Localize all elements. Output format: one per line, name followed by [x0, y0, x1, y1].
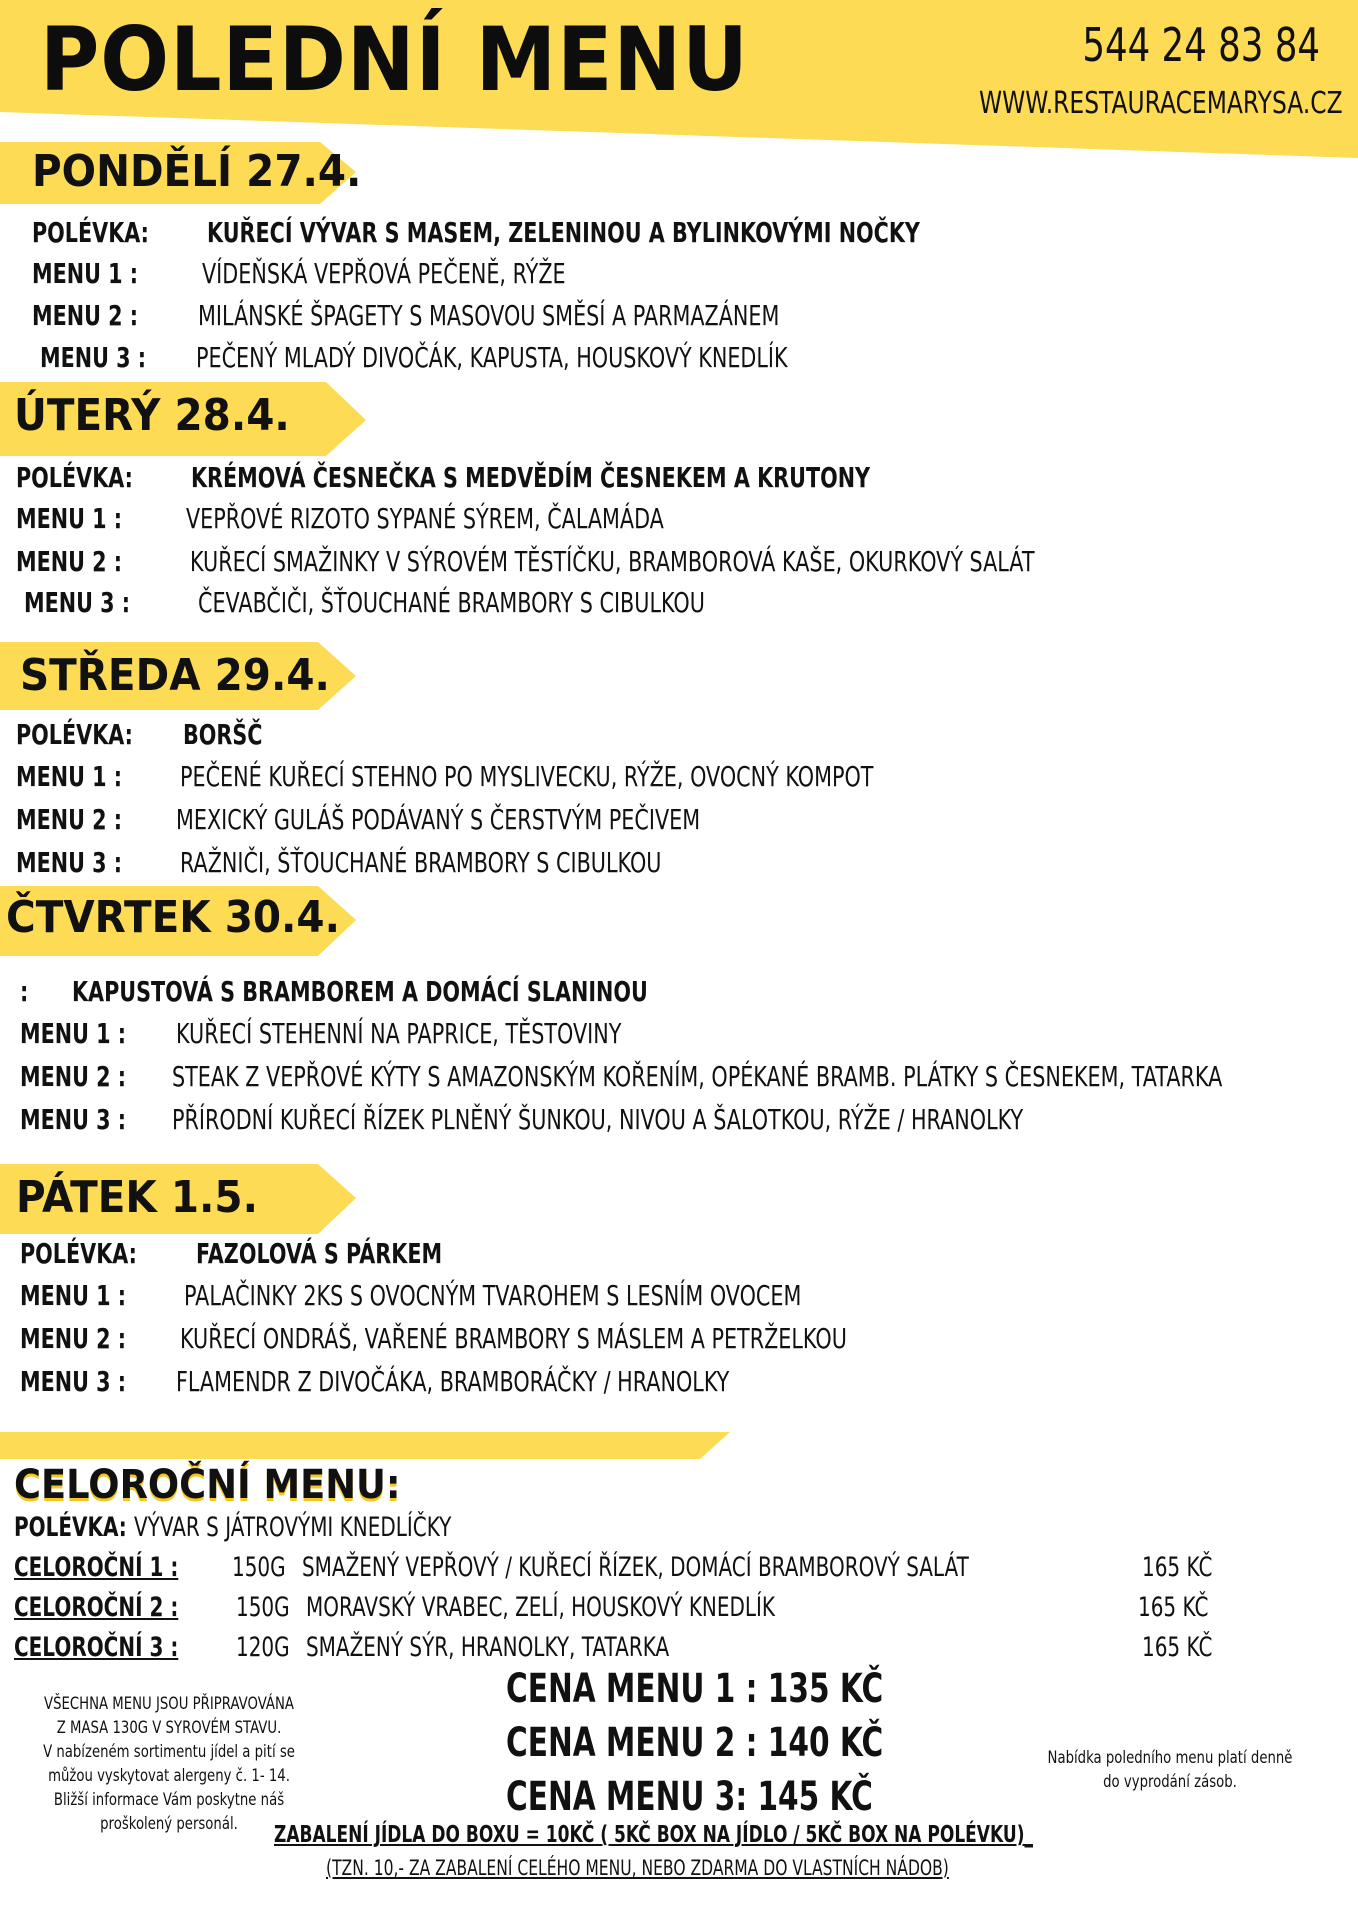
year-menu-title: CELOROČNÍ MENU: [14, 1462, 401, 1508]
row-dish: KUŘECÍ STEHENNÍ NA PAPRICE, TĚSTOVINY [176, 1017, 622, 1050]
year-menu-row [0, 1592, 1358, 1628]
row-dish: KAPUSTOVÁ S BRAMBOREM A DOMÁCÍ SLANINOU [72, 975, 648, 1008]
row-dish: KUŘECÍ VÝVAR S MASEM, ZELENINOU A BYLINKOVÝMI NOČKY [207, 216, 920, 249]
price-menu-3: CENA MENU 3: 145 KČ [506, 1774, 873, 1820]
day-banner-wednesday [0, 638, 360, 718]
box-packaging-note: ZABALENÍ JÍDLA DO BOXU = 10KČ ( 5KČ BOX NA JÍDLO / 5KČ BOX NA POLÉVKU)_ [274, 1822, 1033, 1848]
menu-row [0, 216, 1358, 254]
row-label: POLÉVKA: [32, 216, 149, 249]
row-label: MENU 1 : [20, 1017, 127, 1050]
row-dish: MEXICKÝ GULÁŠ PODÁVANÝ S ČERSTVÝM PEČIVEM [176, 803, 701, 836]
row-label: : [20, 975, 29, 1008]
year-menu-stripe [0, 1432, 740, 1460]
menu-row [0, 1237, 1358, 1275]
day-title: PONDĚLÍ 27.4. [32, 146, 362, 197]
menu-row [0, 1060, 1358, 1098]
menu-row [0, 975, 1358, 1013]
menu-row [0, 545, 1358, 583]
row-label: MENU 2 : [20, 1060, 127, 1093]
year-row-label: CELOROČNÍ 2 : [14, 1592, 179, 1623]
menu-row [0, 1017, 1358, 1055]
menu-row [0, 1103, 1358, 1141]
allergen-note [37, 1692, 301, 1836]
day-banner-monday [0, 132, 360, 212]
year-row-price: 165 KČ [1138, 1592, 1209, 1623]
box-packaging-subnote: (TZN. 10,- ZA ZABALENÍ CELÉHO MENU, NEBO ZDARMA DO VLASTNÍCH NÁDOB) [326, 1856, 949, 1880]
row-dish: ČEVABČIČI, ŠŤOUCHANÉ BRAMBORY S CIBULKOU [198, 586, 705, 619]
row-dish: KUŘECÍ ONDRÁŠ, VAŘENÉ BRAMBORY S MÁSLEM A PETRŽELKOU [180, 1322, 847, 1355]
note-line: do vyprodání zásob. [1103, 1772, 1237, 1792]
row-label: MENU 1 : [16, 760, 123, 793]
day-banner-friday [0, 1160, 360, 1240]
row-label: MENU 3 : [40, 341, 147, 374]
row-dish: FAZOLOVÁ S PÁRKEM [196, 1237, 443, 1270]
menu-row [0, 718, 1358, 756]
menu-row [0, 1365, 1358, 1403]
menu-row [0, 586, 1358, 624]
row-label: MENU 1 : [32, 257, 139, 290]
row-label: MENU 3 : [20, 1365, 127, 1398]
year-menu-row [0, 1552, 1358, 1588]
note-line: Nabídka poledního menu platí denně [1047, 1748, 1293, 1768]
row-dish: KRÉMOVÁ ČESNEČKA S MEDVĚDÍM ČESNEKEM A KRUTONY [191, 461, 871, 494]
year-row-weight: 150G [236, 1592, 290, 1623]
row-dish: PALAČINKY 2KS S OVOCNÝM TVAROHEM S LESNÍM OVOCEM [184, 1279, 802, 1312]
menu-row [0, 846, 1358, 884]
row-label: MENU 2 : [16, 803, 123, 836]
menu-row [0, 803, 1358, 841]
row-dish: MILÁNSKÉ ŠPAGETY S MASOVOU SMĚSÍ A PARMAZÁNEM [198, 299, 780, 332]
page-title: POLEDNÍ MENU [40, 8, 749, 111]
year-row-price: 165 KČ [1142, 1632, 1213, 1663]
row-dish: KUŘECÍ SMAŽINKY V SÝROVÉM TĚSTÍČKU, BRAMBOROVÁ KAŠE, OKURKOVÝ SALÁT [190, 545, 1035, 578]
menu-row [0, 1279, 1358, 1317]
price-menu-2: CENA MENU 2 : 140 KČ [506, 1720, 884, 1766]
year-row-dish: MORAVSKÝ VRABEC, ZELÍ, HOUSKOVÝ KNEDLÍK [306, 1592, 776, 1623]
year-row-dish: SMAŽENÝ SÝR, HRANOLKY, TATARKA [306, 1632, 670, 1663]
note-line: V nabízeném sortimentu jídel a pití se [43, 1742, 295, 1762]
row-label: POLÉVKA: [16, 461, 133, 494]
day-title: ČTVRTEK 30.4. [6, 892, 340, 943]
menu-row [0, 502, 1358, 540]
note-line: Bližší informace Vám poskytne náš [53, 1790, 285, 1810]
year-row-price: 165 KČ [1142, 1552, 1213, 1583]
year-row-weight: 120G [236, 1632, 290, 1663]
row-label: MENU 3 : [20, 1103, 127, 1136]
website-link: WWW.RESTAURACEMARYSA.CZ [979, 86, 1343, 121]
year-row-label: CELOROČNÍ 1 : [14, 1552, 179, 1583]
row-dish: VÍDEŇSKÁ VEPŘOVÁ PEČENĚ, RÝŽE [202, 257, 566, 290]
row-label: MENU 1 : [16, 502, 123, 535]
row-label: MENU 3 : [16, 846, 123, 879]
row-label: MENU 2 : [16, 545, 123, 578]
menu-row [0, 299, 1358, 337]
year-menu-row [0, 1632, 1358, 1668]
row-label: POLÉVKA: [20, 1237, 137, 1270]
row-dish: RAŽNIČI, ŠŤOUCHANÉ BRAMBORY S CIBULKOU [180, 846, 662, 879]
row-dish: VEPŘOVÉ RIZOTO SYPANÉ SÝREM, ČALAMÁDA [186, 502, 664, 535]
year-soup-label: POLÉVKA: [14, 1512, 127, 1543]
menu-row [0, 760, 1358, 798]
menu-row [0, 257, 1358, 295]
row-label: MENU 3 : [24, 586, 131, 619]
price-menu-1: CENA MENU 1 : 135 KČ [506, 1666, 884, 1712]
day-title: STŘEDA 29.4. [20, 650, 330, 701]
row-dish: PŘÍRODNÍ KUŘECÍ ŘÍZEK PLNĚNÝ ŠUNKOU, NIVOU A ŠALOTKOU, RÝŽE / HRANOLKY [172, 1103, 1024, 1136]
day-banner-tuesday [0, 378, 370, 458]
row-dish: PEČENÝ MLADÝ DIVOČÁK, KAPUSTA, HOUSKOVÝ KNEDLÍK [196, 341, 788, 374]
year-row-weight: 150G [232, 1552, 286, 1583]
day-title: PÁTEK 1.5. [16, 1172, 258, 1223]
row-dish: FLAMENDR Z DIVOČÁKA, BRAMBORÁČKY / HRANOLKY [176, 1365, 730, 1398]
row-dish: STEAK Z VEPŘOVÉ KÝTY S AMAZONSKÝM KOŘENÍM, OPÉKANÉ BRAMB. PLÁTKY S ČESNEKEM, TATARKA [172, 1060, 1223, 1093]
row-label: POLÉVKA: [16, 718, 133, 751]
menu-row [0, 461, 1358, 499]
note-line: Z MASA 130G V SYROVÉM STAVU. [56, 1718, 282, 1738]
row-label: MENU 2 : [32, 299, 139, 332]
note-line: proškolený personál. [100, 1814, 238, 1834]
note-line: můžou vyskytovat alergeny č. 1- 14. [48, 1766, 290, 1786]
row-dish: BORŠČ [183, 718, 263, 751]
year-row-dish: SMAŽENÝ VEPŘOVÝ / KUŘECÍ ŘÍZEK, DOMÁCÍ BRAMBOROVÝ SALÁT [302, 1552, 969, 1583]
phone-number: 544 24 83 84 [1082, 18, 1320, 72]
menu-row [0, 341, 1358, 379]
note-line: VŠECHNA MENU JSOU PŘIPRAVOVÁNA [44, 1694, 294, 1714]
row-label: MENU 1 : [20, 1279, 127, 1312]
day-banner-thursday [0, 882, 360, 962]
year-row-label: CELOROČNÍ 3 : [14, 1632, 179, 1663]
day-title: ÚTERÝ 28.4. [14, 390, 290, 441]
year-soup-dish: VÝVAR S JÁTROVÝMI KNEDLÍČKY [134, 1512, 452, 1543]
year-soup-row [0, 1512, 1358, 1548]
row-dish: PEČENÉ KUŘECÍ STEHNO PO MYSLIVECKU, RÝŽE, OVOCNÝ KOMPOT [180, 760, 874, 793]
menu-row [0, 1322, 1358, 1360]
validity-note [1037, 1746, 1302, 1794]
row-label: MENU 2 : [20, 1322, 127, 1355]
